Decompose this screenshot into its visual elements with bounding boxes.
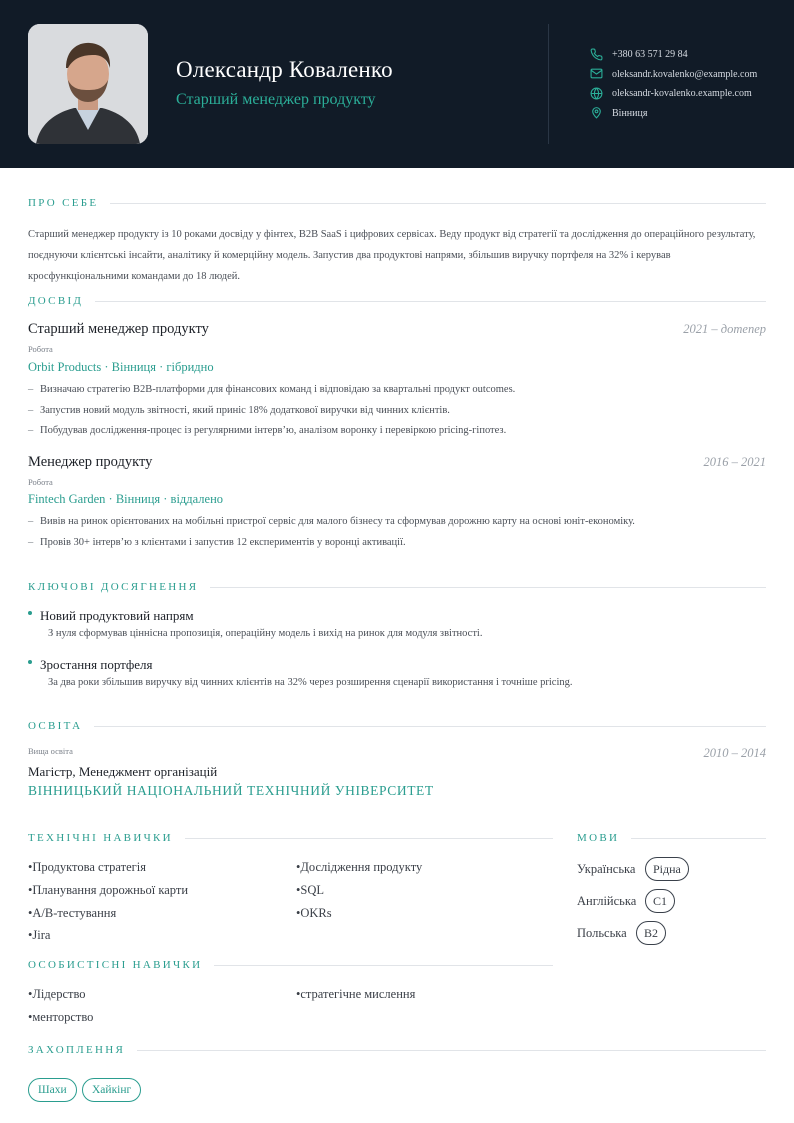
section-title-languages-text: МОВИ bbox=[577, 832, 620, 844]
skill-item: •SQL bbox=[296, 883, 324, 897]
location-pin-icon bbox=[590, 106, 604, 120]
contact-phone-text: +380 63 571 29 84 bbox=[612, 49, 688, 61]
language-name: Польська bbox=[577, 926, 627, 940]
job-organization: Orbit Products · Вінниця · гібридно bbox=[28, 360, 214, 374]
job-bullet: – Провів 30+ інтерв’ю з клієнтами і запустив 12 експериментів у воронці активації. bbox=[28, 537, 766, 558]
job-bullet-text: Визначаю стратегію B2B-платформи для фінансових команд і відповідаю за квартальні продукт outcomes. bbox=[40, 384, 516, 395]
achievement-title: Зростання портфеля bbox=[40, 657, 153, 672]
job-type: Робота bbox=[28, 344, 53, 354]
section-title-hobbies bbox=[28, 1044, 766, 1056]
language-level-badge: C1 bbox=[645, 889, 675, 913]
education-type: Вища освіта bbox=[28, 746, 73, 756]
section-divider bbox=[210, 587, 766, 588]
contact-location bbox=[590, 104, 757, 124]
language-level-badge: Рідна bbox=[645, 857, 689, 881]
skill-item: •Дослідження продукту bbox=[296, 860, 423, 874]
job-date: 2021 – дотепер bbox=[683, 322, 766, 336]
globe-icon bbox=[590, 87, 604, 101]
section-title-experience-text: ДОСВІД bbox=[28, 295, 84, 307]
job-bullet: – Визначаю стратегію B2B-платформи для фінансових команд і відповідаю за квартальні продукт outcomes. bbox=[28, 384, 766, 405]
section-title-tech-skills bbox=[28, 832, 553, 844]
phone-icon bbox=[590, 48, 604, 62]
full-name: Олександр Коваленко bbox=[176, 57, 393, 82]
section-title-languages bbox=[577, 832, 766, 844]
skill-item: •A/B-тестування bbox=[28, 906, 117, 920]
education-degree: Магістр, Менеджмент організацій bbox=[28, 764, 218, 779]
section-title-soft-skills-text: ОСОБИСТІСНІ НАВИЧКИ bbox=[28, 959, 203, 971]
section-title-about-text: ПРО СЕБЕ bbox=[28, 197, 99, 209]
job-type: Робота bbox=[28, 477, 53, 487]
job-title: Старший менеджер продукту bbox=[28, 321, 209, 337]
job-bullet: – Побудував дослідження-процес із регулярними інтерв’ю, аналізом воронку і перевіркою pricing-гіпотез. bbox=[28, 425, 766, 446]
section-title-education bbox=[28, 720, 766, 732]
contact-website-text: oleksandr-kovalenko.example.com bbox=[612, 88, 752, 100]
achievement-description: З нуля сформував ціннісна пропозиція, операційну модель і вихід на ринок для модуля звітності. bbox=[48, 628, 483, 639]
section-divider bbox=[185, 838, 553, 839]
hobby-tag: Шахи bbox=[28, 1078, 77, 1102]
section-title-tech-skills-text: ТЕХНІЧНІ НАВИЧКИ bbox=[28, 832, 173, 844]
job-bullet: – Вивів на ринок орієнтованих на мобільні пристрої сервіс для малого бізнесу та сформував дорожню карту на основі юніт-економіку. bbox=[28, 516, 766, 537]
job-bullet-text: Запустив новий модуль звітності, який приніс 18% додаткової виручки від чинних клієнтів. bbox=[40, 404, 450, 416]
section-title-soft-skills bbox=[28, 959, 553, 971]
skill-item: •Jira bbox=[28, 928, 51, 942]
contact-website[interactable] bbox=[590, 84, 757, 104]
bullet-dot-icon bbox=[28, 660, 32, 664]
job-role: Старший менеджер продукту bbox=[176, 91, 376, 108]
job-bullets bbox=[28, 384, 766, 446]
contact-email[interactable] bbox=[590, 65, 757, 85]
profile-photo bbox=[28, 24, 148, 144]
achievement-title: Новий продуктовий напрям bbox=[40, 608, 194, 623]
section-title-achievements-text: КЛЮЧОВІ ДОСЯГНЕННЯ bbox=[28, 581, 199, 593]
language-level-badge: B2 bbox=[636, 921, 666, 945]
education-date: 2010 – 2014 bbox=[703, 746, 766, 760]
section-title-education-text: ОСВІТА bbox=[28, 720, 83, 732]
contact-location-text: Вінниця bbox=[612, 107, 648, 119]
section-divider bbox=[94, 726, 766, 727]
section-title-experience bbox=[28, 295, 766, 307]
job-organization: Fintech Garden · Вінниця · віддалено bbox=[28, 492, 224, 506]
hobby-tag: Хайкінг bbox=[82, 1078, 141, 1102]
job-bullet: – Запустив новий модуль звітності, який приніс 18% додаткової виручки від чинних клієнтів. bbox=[28, 405, 766, 426]
skill-item: •Продуктова стратегія bbox=[28, 860, 147, 874]
contact-email-text: oleksandr.kovalenko@example.com bbox=[612, 68, 758, 80]
skill-item: •OKRs bbox=[296, 906, 332, 920]
header-divider bbox=[548, 24, 549, 144]
section-title-hobbies-text: ЗАХОПЛЕННЯ bbox=[28, 1044, 126, 1056]
achievement-description: За два роки збільшив виручку від чинних клієнтів на 32% через розширення сценарії використання і точніше pricing. bbox=[48, 677, 573, 688]
job-bullet-text: Побудував дослідження-процес із регулярними інтерв’ю, аналізом воронку і перевіркою pricing-гіпотез. bbox=[40, 425, 507, 437]
job-title: Менеджер продукту bbox=[28, 454, 153, 470]
avatar-illustration bbox=[28, 24, 148, 144]
skill-item: •стратегічне мислення bbox=[296, 987, 416, 1001]
language-name: Українська bbox=[577, 862, 636, 876]
job-bullet-text: Вивів на ринок орієнтованих на мобільні пристрої сервіс для малого бізнесу та сформував дорожню карту на основі юніт-економіку. bbox=[40, 516, 635, 527]
contact-list bbox=[590, 45, 757, 123]
section-divider bbox=[137, 1050, 766, 1051]
education-school: ВІННИЦЬКИЙ НАЦІОНАЛЬНИЙ ТЕХНІЧНИЙ УНІВЕРСИТЕТ bbox=[28, 783, 434, 798]
bullet-dot-icon bbox=[28, 611, 32, 615]
language-name: Англійська bbox=[577, 894, 637, 908]
section-divider bbox=[95, 301, 766, 302]
job-date: 2016 – 2021 bbox=[703, 455, 766, 469]
section-divider bbox=[214, 965, 553, 966]
section-divider bbox=[631, 838, 766, 839]
skill-item: •менторство bbox=[28, 1010, 94, 1024]
mail-icon bbox=[590, 67, 604, 81]
resume-header bbox=[0, 0, 794, 168]
section-divider bbox=[110, 203, 766, 204]
skill-item: •Планування дорожньої карти bbox=[28, 883, 189, 897]
section-title-achievements bbox=[28, 581, 766, 593]
job-bullet-text: Провів 30+ інтерв’ю з клієнтами і запустив 12 експериментів у воронці активації. bbox=[40, 536, 406, 548]
about-text: Старший менеджер продукту із 10 роками досвіду у фінтех, B2B SaaS і цифрових сервісах. Веду продукт від стратегії та дослідження до операційного результату, поєднуючи клієнтські інсайти, аналітику й комерційну модель. Запустив два продуктові напрями, збільшив виручку портфеля на 32% і керував кросфункціональними командами до 18 людей. bbox=[28, 229, 756, 282]
job-bullets bbox=[28, 516, 766, 557]
section-title-about bbox=[28, 197, 766, 209]
skill-item: •Лідерство bbox=[28, 987, 86, 1001]
contact-phone[interactable] bbox=[590, 45, 757, 65]
